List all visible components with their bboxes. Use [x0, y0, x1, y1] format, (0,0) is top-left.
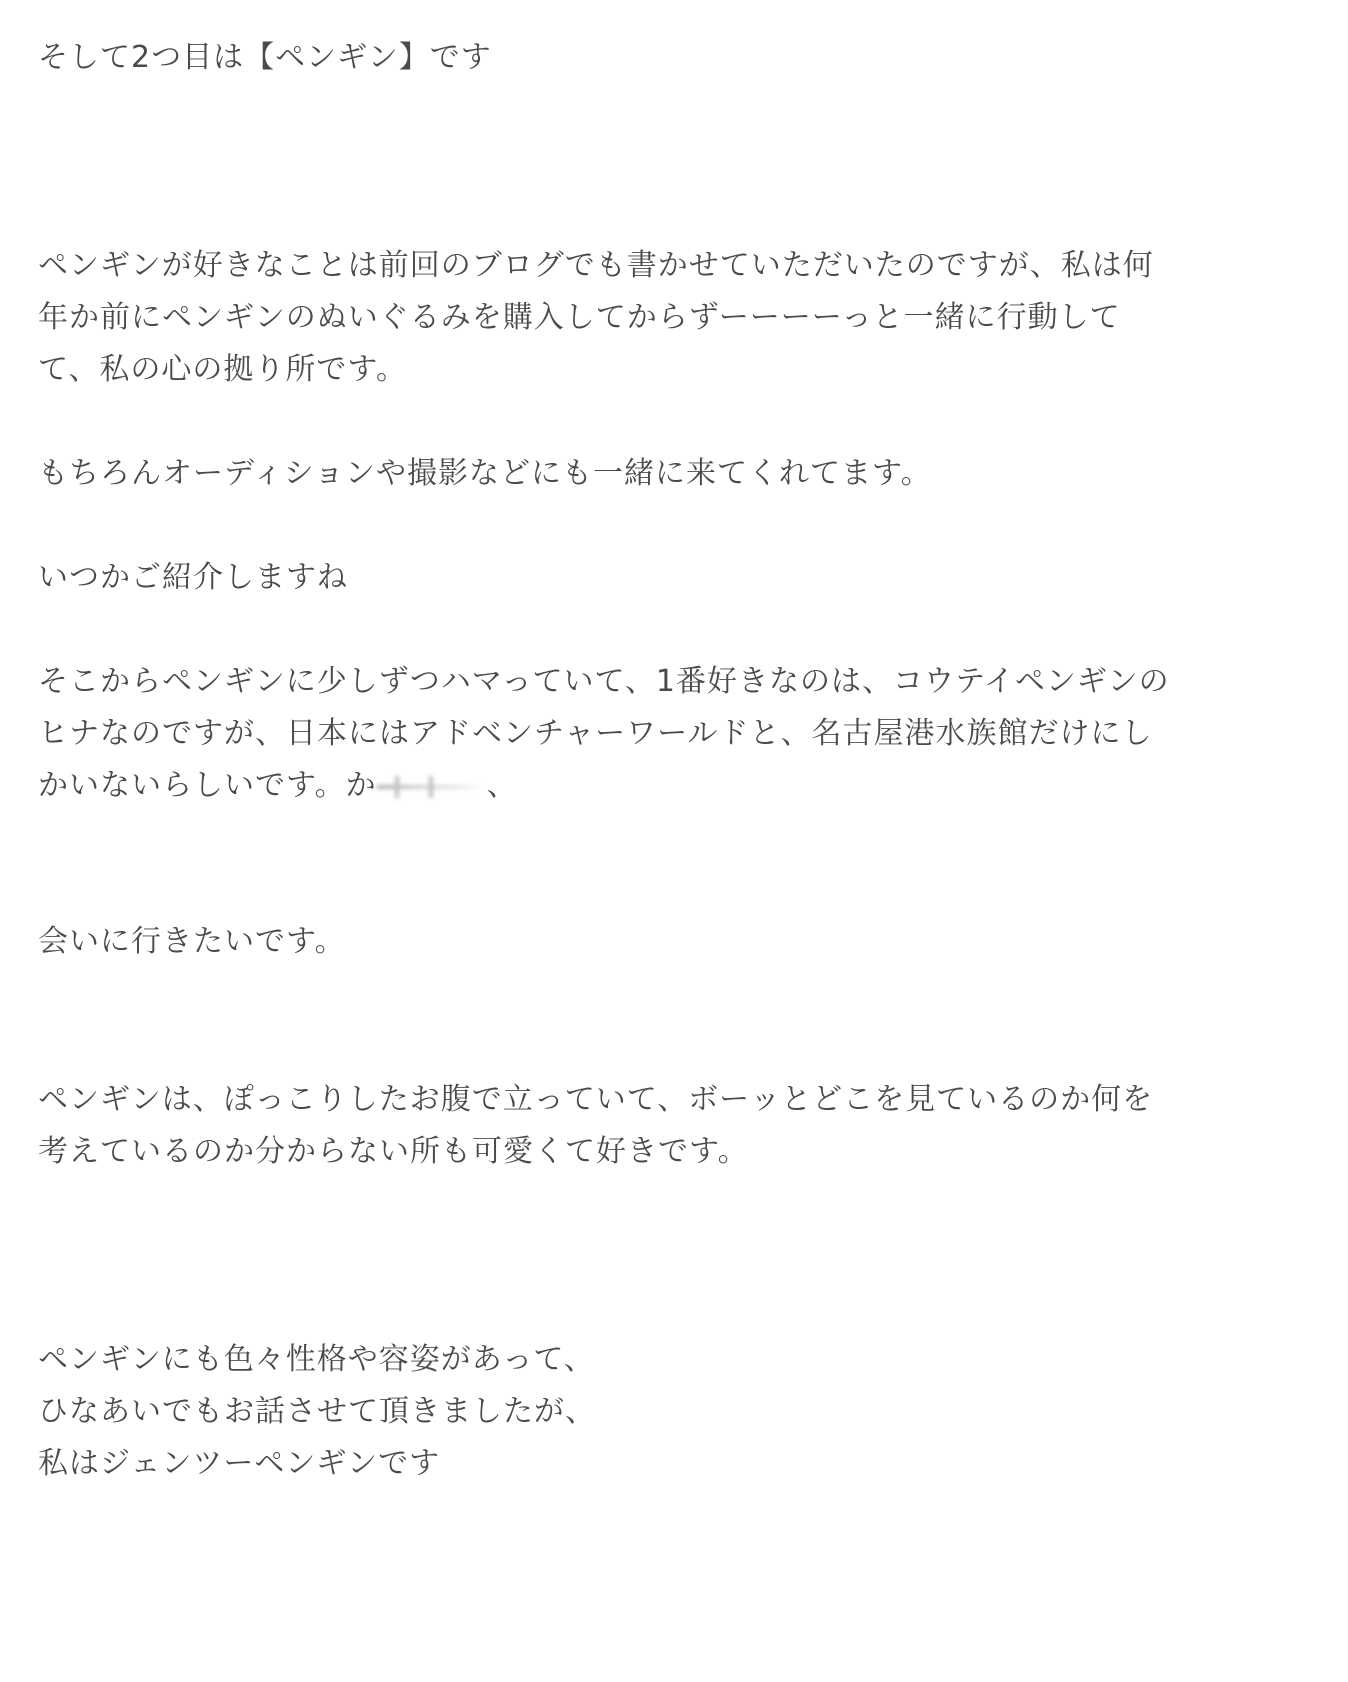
blog-text-line: て、私の心の拠り所です。: [38, 352, 407, 387]
blog-text-line: ペンギンは、ぽっこりしたお腹で立っていて、ボーッとどこを見ているのか何を: [38, 1082, 1154, 1117]
blog-text-line: いつかご紹介しますね: [38, 560, 348, 595]
blog-text-line: ヒナなのですが、日本にはアドベンチャーワールドと、名古屋港水族館だけにし: [38, 716, 1153, 751]
blog-text-segment: かいないらしいです。か: [38, 768, 377, 803]
blog-text-line: ひなあいでもお話させて頂きましたが、: [38, 1394, 596, 1429]
blog-text-line: 年か前にペンギンのぬいぐるみを購入してからずーーーーっと一緒に行動して: [38, 300, 1121, 335]
blog-text-line: 私はジェンツーペンギンです: [38, 1446, 441, 1481]
blog-text-line-with-emoji: [38, 766, 518, 806]
blog-text-line: 会いに行きたいです。: [38, 924, 346, 959]
blurred-emoji-icon: [377, 776, 487, 798]
blog-text-line: 考えているのか分からない所も可愛くて好きです。: [38, 1134, 749, 1169]
blog-text-line: ペンギンが好きなことは前回のブログでも書かせていただいたのですが、私は何: [38, 248, 1154, 283]
blog-text-line: そこからペンギンに少しずつハマっていて、1番好きなのは、コウテイペンギンの: [38, 664, 1170, 699]
blog-text-line: もちろんオーディションや撮影などにも一緒に来てくれてます。: [38, 456, 932, 491]
blog-text-line: そして2つ目は【ペンギン】です: [38, 40, 492, 75]
blog-text-line: ペンギンにも色々性格や容姿があって、: [38, 1342, 595, 1377]
blog-text-segment: 、: [486, 768, 518, 803]
